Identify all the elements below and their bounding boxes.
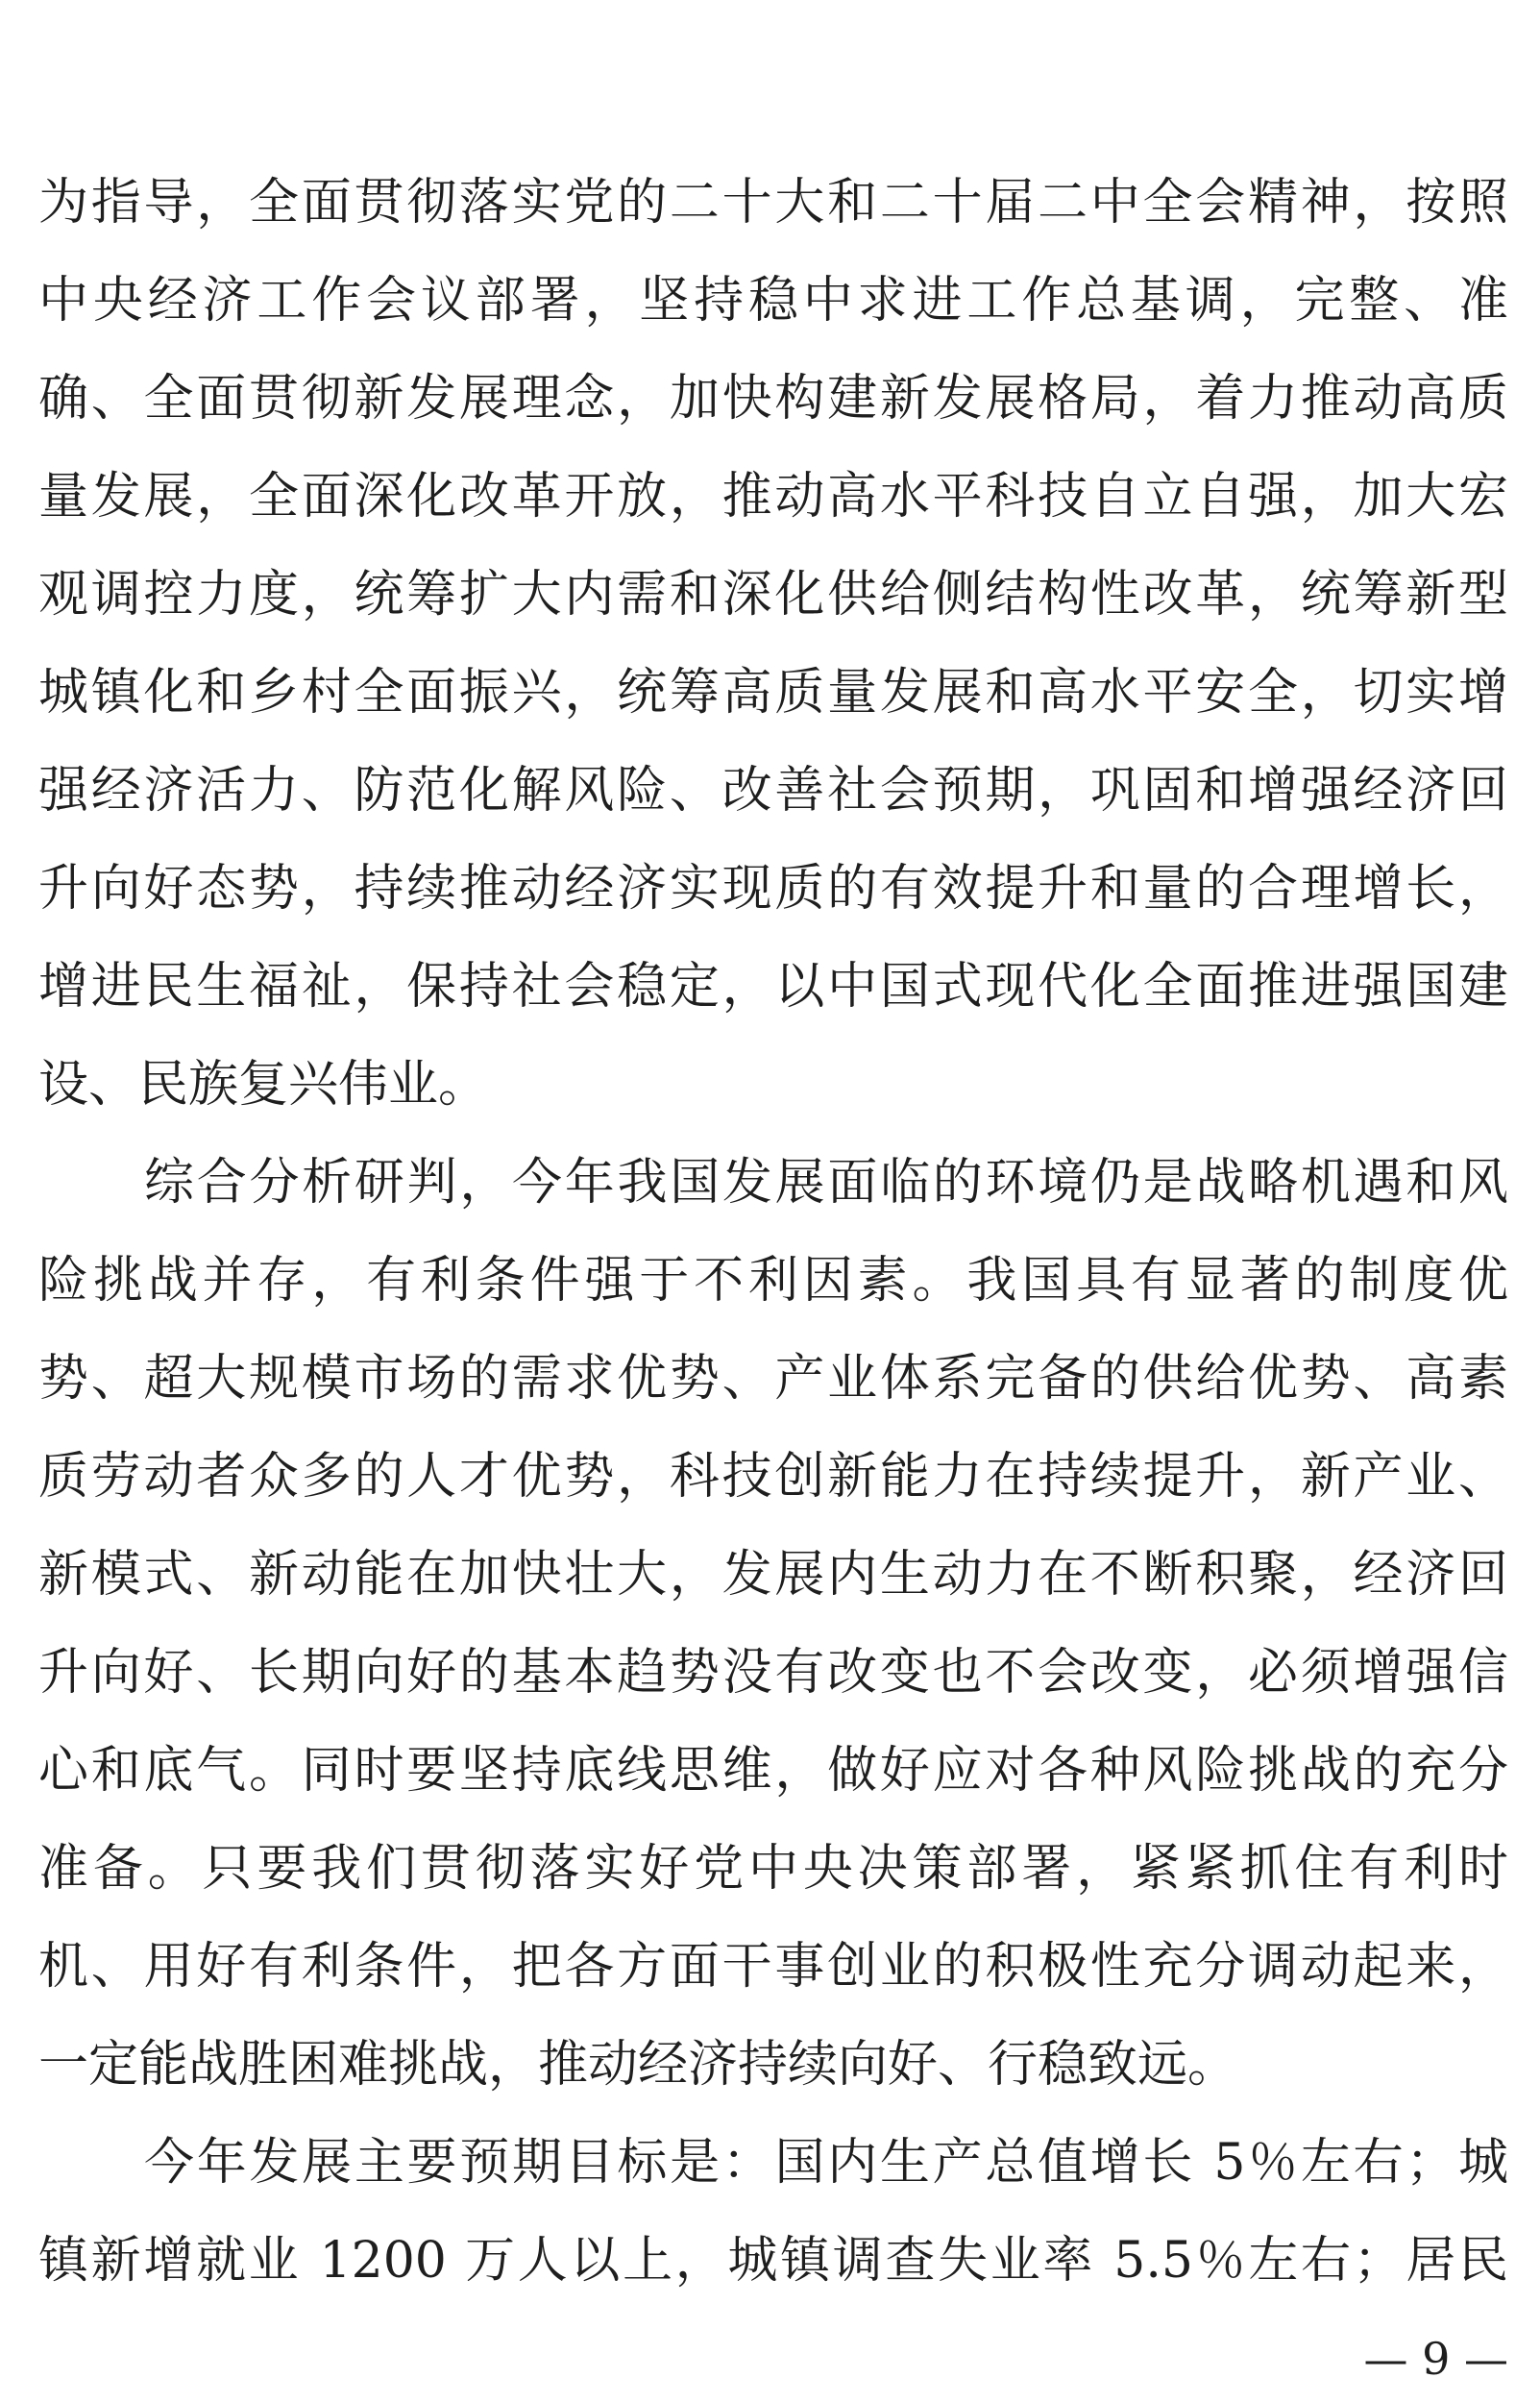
paragraph-1-line-1: 为指导，全面贯彻落实党的二十大和二十届二中全会精神，按照 [38,174,1508,232]
paragraph-2-line-10: 一定能战胜困难挑战，推动经济持续向好、行稳致远。 [38,2036,1238,2094]
paragraph-2-line-9: 机、用好有利条件，把各方面干事创业的积极性充分调动起来， [38,1938,1508,1996]
paragraph-3-line-1: 今年发展主要预期目标是：国内生产总值增长 5％左右；城 [144,2134,1508,2192]
document-body [38,154,1508,2310]
paragraph-2-line-7: 心和底气。同时要坚持底线思维，做好应对各种风险挑战的充分 [38,1742,1508,1800]
paragraph-2-line-6: 升向好、长期向好的基本趋势没有改变也不会改变，必须增强信 [38,1644,1508,1702]
paragraph-2-line-8: 准备。只要我们贯彻落实好党中央决策部署，紧紧抓住有利时 [38,1840,1508,1898]
paragraph-2-line-3: 势、超大规模市场的需求优势、产业体系完备的供给优势、高素 [38,1350,1508,1408]
paragraph-1-line-4: 量发展，全面深化改革开放，推动高水平科技自立自强，加大宏 [38,468,1508,526]
paragraph-3-line-2: 镇新增就业 1200 万人以上，城镇调查失业率 5.5％左右；居民 [38,2232,1508,2290]
paragraph-2-line-5: 新模式、新动能在加快壮大，发展内生动力在不断积聚，经济回 [38,1546,1508,1604]
paragraph-1-line-10: 设、民族复兴伟业。 [38,1056,489,1114]
paragraph-1-line-2: 中央经济工作会议部署，坚持稳中求进工作总基调，完整、准 [38,272,1508,330]
paragraph-1-line-8: 升向好态势，持续推动经济实现质的有效提升和量的合理增长， [38,860,1508,918]
paragraph-2-line-1: 综合分析研判，今年我国发展面临的环境仍是战略机遇和风 [144,1154,1508,1212]
paragraph-2-line-4: 质劳动者众多的人才优势，科技创新能力在持续提升，新产业、 [38,1448,1508,1506]
page-number: — 9 — [1363,2333,1508,2385]
paragraph-1-line-7: 强经济活力、防范化解风险、改善社会预期，巩固和增强经济回 [38,762,1508,820]
paragraph-1-line-9: 增进民生福祉，保持社会稳定，以中国式现代化全面推进强国建 [38,958,1508,1016]
paragraph-1-line-3: 确、全面贯彻新发展理念，加快构建新发展格局，着力推动高质 [38,370,1508,428]
paragraph-1-line-6: 城镇化和乡村全面振兴，统筹高质量发展和高水平安全，切实增 [38,664,1508,722]
paragraph-2-line-2: 险挑战并存，有利条件强于不利因素。我国具有显著的制度优 [38,1252,1508,1310]
paragraph-1-line-5: 观调控力度，统筹扩大内需和深化供给侧结构性改革，统筹新型 [38,566,1508,624]
